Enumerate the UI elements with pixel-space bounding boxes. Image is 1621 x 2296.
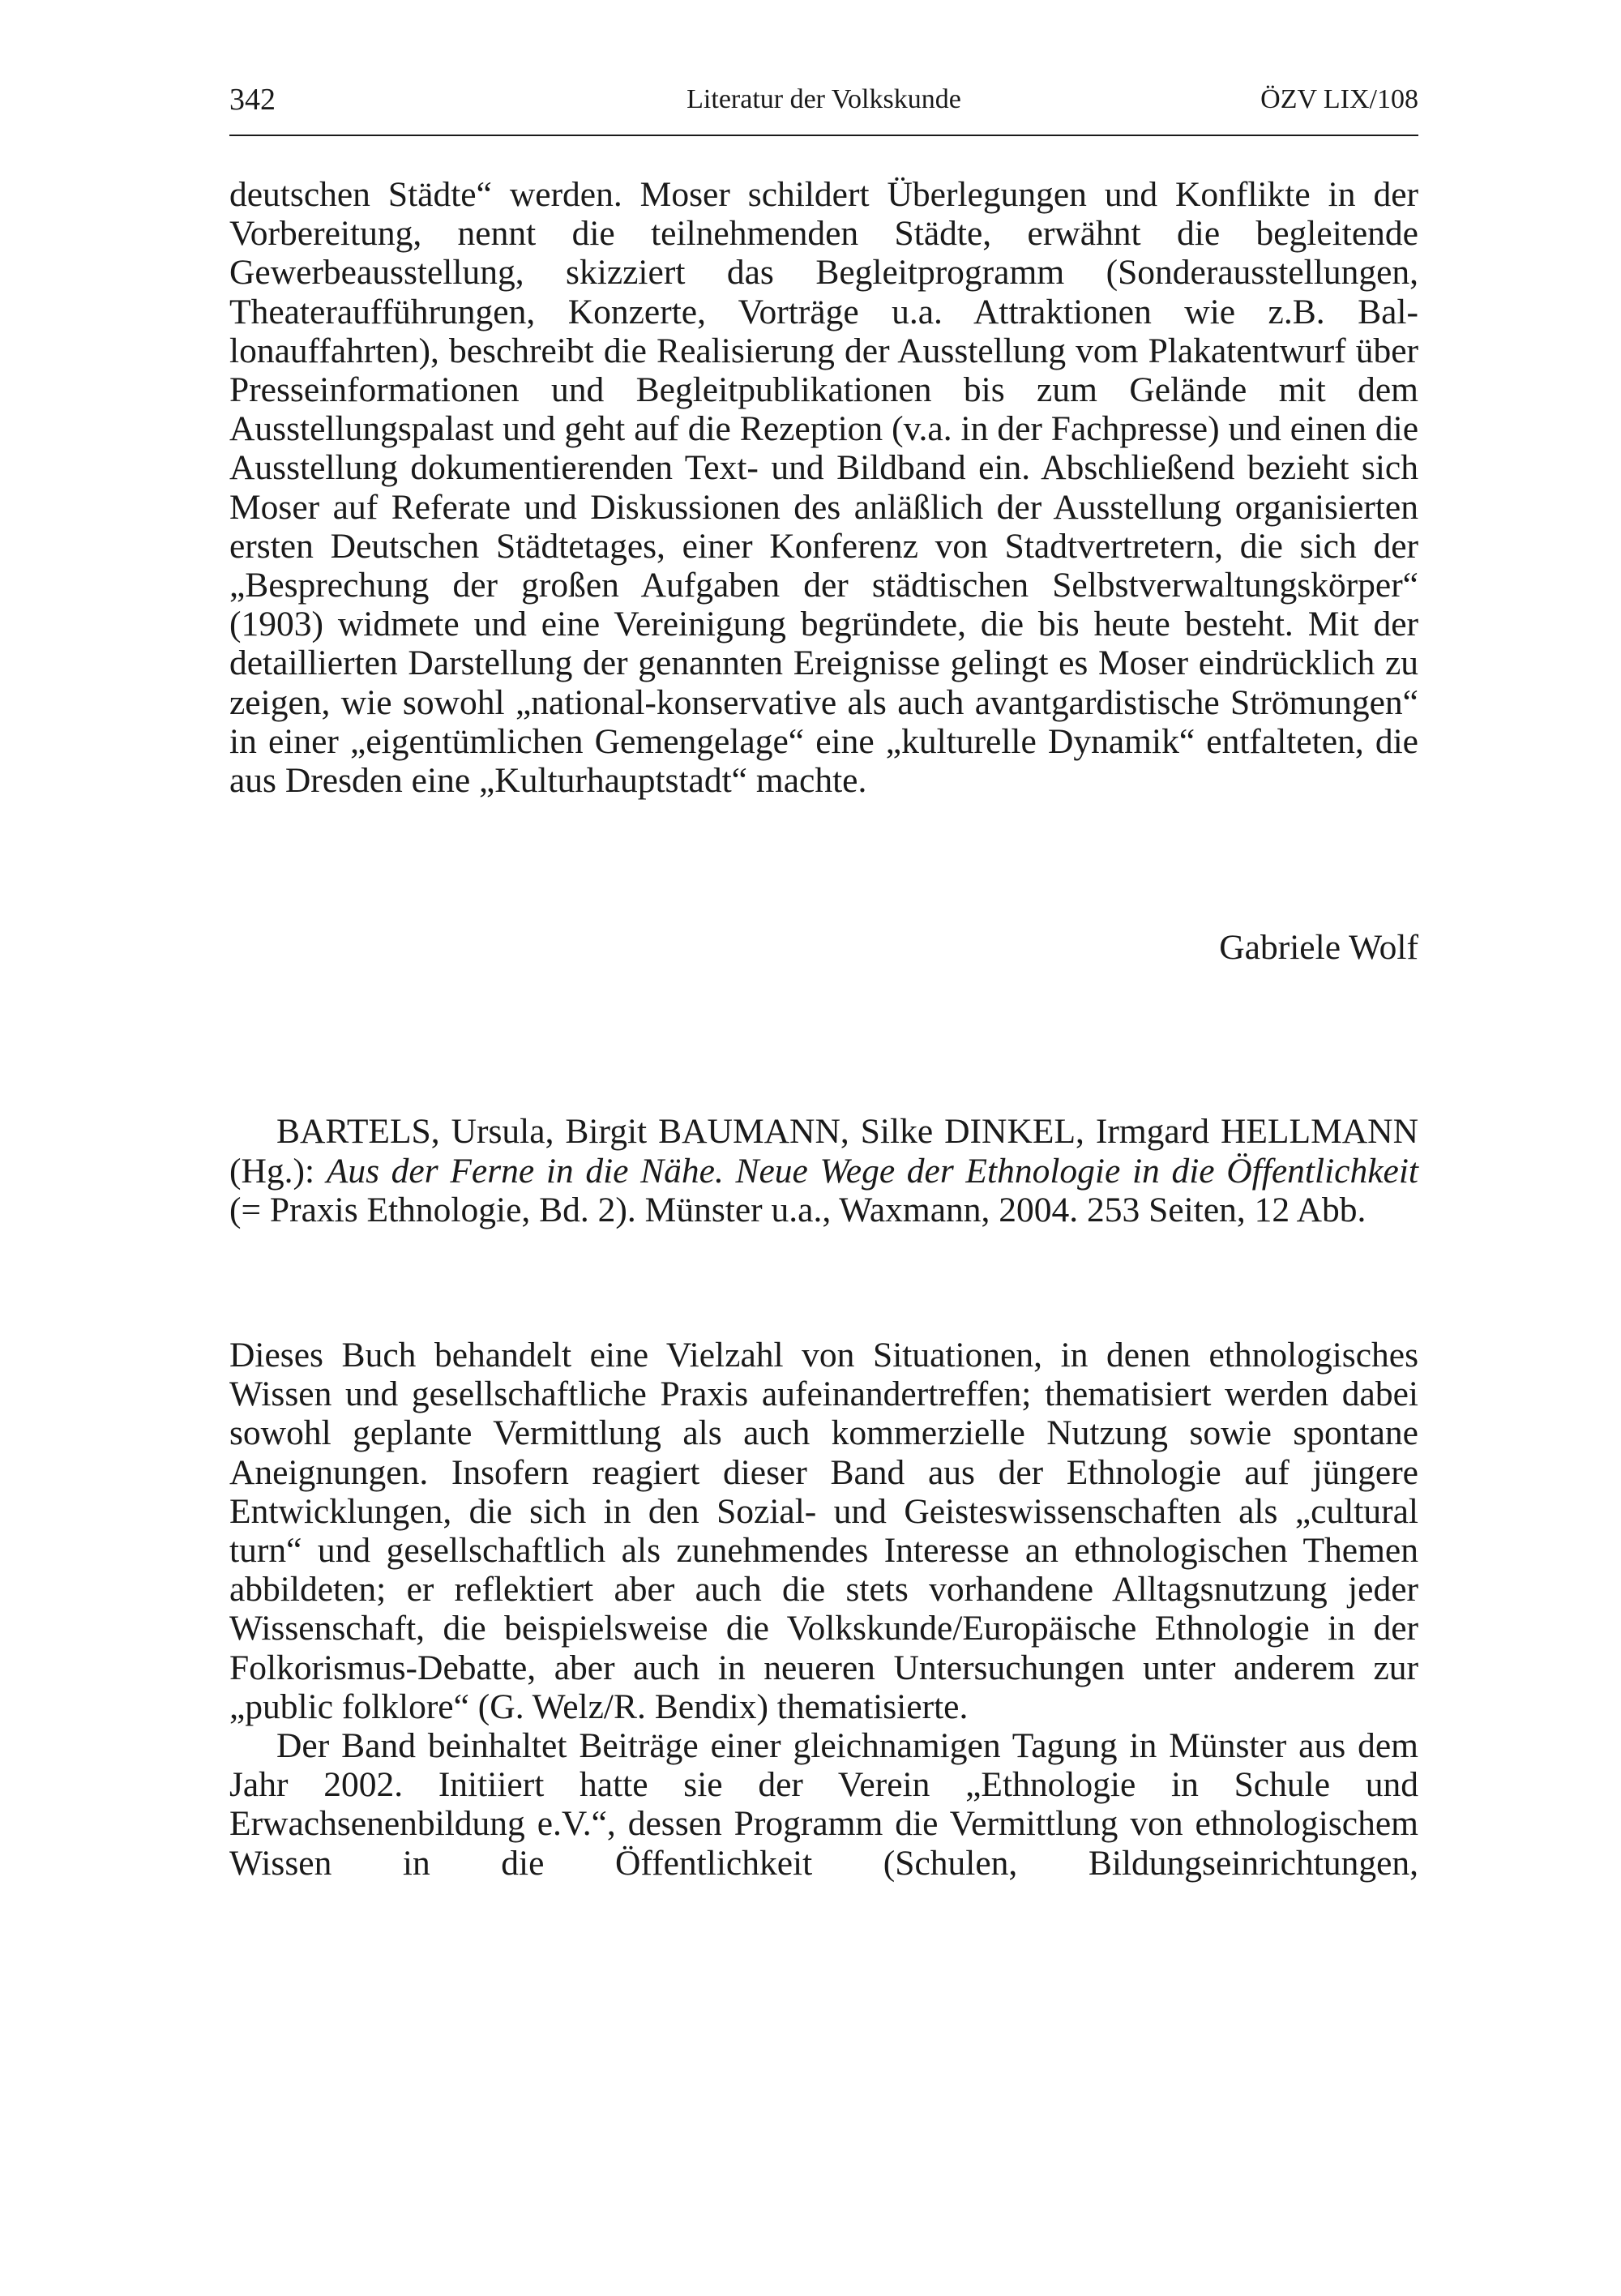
reviewer-signature: Gabriele Wolf [1219,928,1418,967]
page-number: 342 [229,83,276,117]
journal-reference: ÖZV LIX/108 [1260,84,1418,114]
bibliographic-entry [229,1112,1418,1230]
book-title: Aus der Ferne in die Nähe. Neue Wege der Ethnologie in die Öffentlichkeit [326,1151,1418,1191]
review-body [229,1336,1418,1883]
book-authors: BARTELS, Ursula, Birgit BAUMANN, Silke DINKEL, Irmgard HELLMANN (Hg.): [229,1112,1418,1191]
running-head [229,79,1418,120]
review-paragraph: Dieses Buch behandelt eine Vielzahl von Situationen, in denen ethnologisches Wissen und gesellschaftliche Praxis aufeinandertreffen; thematisiert werden dabei sowohl geplante Vermittlung als auch kommerzielle Nutzung sowie spontane Aneignungen. Insofern reagiert dieser Band aus der Ethnologie auf jüngere Entwicklungen, die sich in den Sozial- und Geisteswissenschaften als „cultural turn“ und gesellschaftlich als zunehmendes Interesse an ethnologischen Themen abbildeten; er reflektiert aber auch die stets vorhandene Alltagsnutzung jeder Wissenschaft, die beispielsweise die Volkskunde/Europäische Ethnologie in der Folkorismus-Debatte, aber auch in neueren Untersuchungen unter anderem zur „public folklore“ (G. Welz/R. Bendix) thematisierte. [229,1336,1418,1726]
review-paragraph: deutschen Städte“ werden. Moser schildert Überlegungen und Konflikte in der Vorbereitung, nennt die teilnehmenden Städte, erwähnt die begleitende Gewerbeausstellung, skizziert das Begleitprogramm (Sonderausstellungen, Theateraufführungen, Konzerte, Vorträge u.a. Attraktionen wie z.B. Ballonauffahrten), beschreibt die Realisierung der Ausstellung vom Plakatentwurf über Presseinformationen und Begleitpublikationen bis zum Gelände mit dem Ausstellungspalast und geht auf die Rezeption (v.a. in der Fachpresse) und einen die Ausstellung dokumentierenden Text- und Bildband ein. Abschließend bezieht sich Moser auf Referate und Diskussionen des anläßlich der Ausstellung organisierten ersten Deutschen Städtetages, einer Konferenz von Stadtvertretern, die sich der „Besprechung der großen Aufgaben der städtischen Selbstverwaltungskörper“ (1903) widmete und eine Vereinigung begründete, die bis heute besteht. Mit der detaillierten Darstellung der genannten Ereignisse gelingt es Moser eindrücklich zu zeigen, wie sowohl „national-konservative als auch avantgardistische Strömungen“ in einer „eigentümlichen Gemengelage“ eine „kulturelle Dynamik“ entfalteten, die aus Dresden eine „Kulturhauptstadt“ machte. [229,175,1418,801]
review-continuation [229,175,1418,800]
header-rule [229,135,1418,136]
book-details: (= Praxis Ethnologie, Bd. 2). Münster u.a., Waxmann, 2004. 253 Seiten, 12 Abb. [229,1191,1367,1229]
review-paragraph: Der Band beinhaltet Beiträge einer gleichnamigen Tagung in Münster aus dem Jahr 2002. Initiiert hatte sie der Verein „Ethnologie in Schule und Erwachsenenbildung e.V.“, dessen Programm die Vermittlung von ethnologischem Wissen in die Öffentlichkeit (Schulen, Bildungseinrichtungen, [229,1726,1418,1883]
section-title: Literatur der Volkskunde [686,84,961,114]
